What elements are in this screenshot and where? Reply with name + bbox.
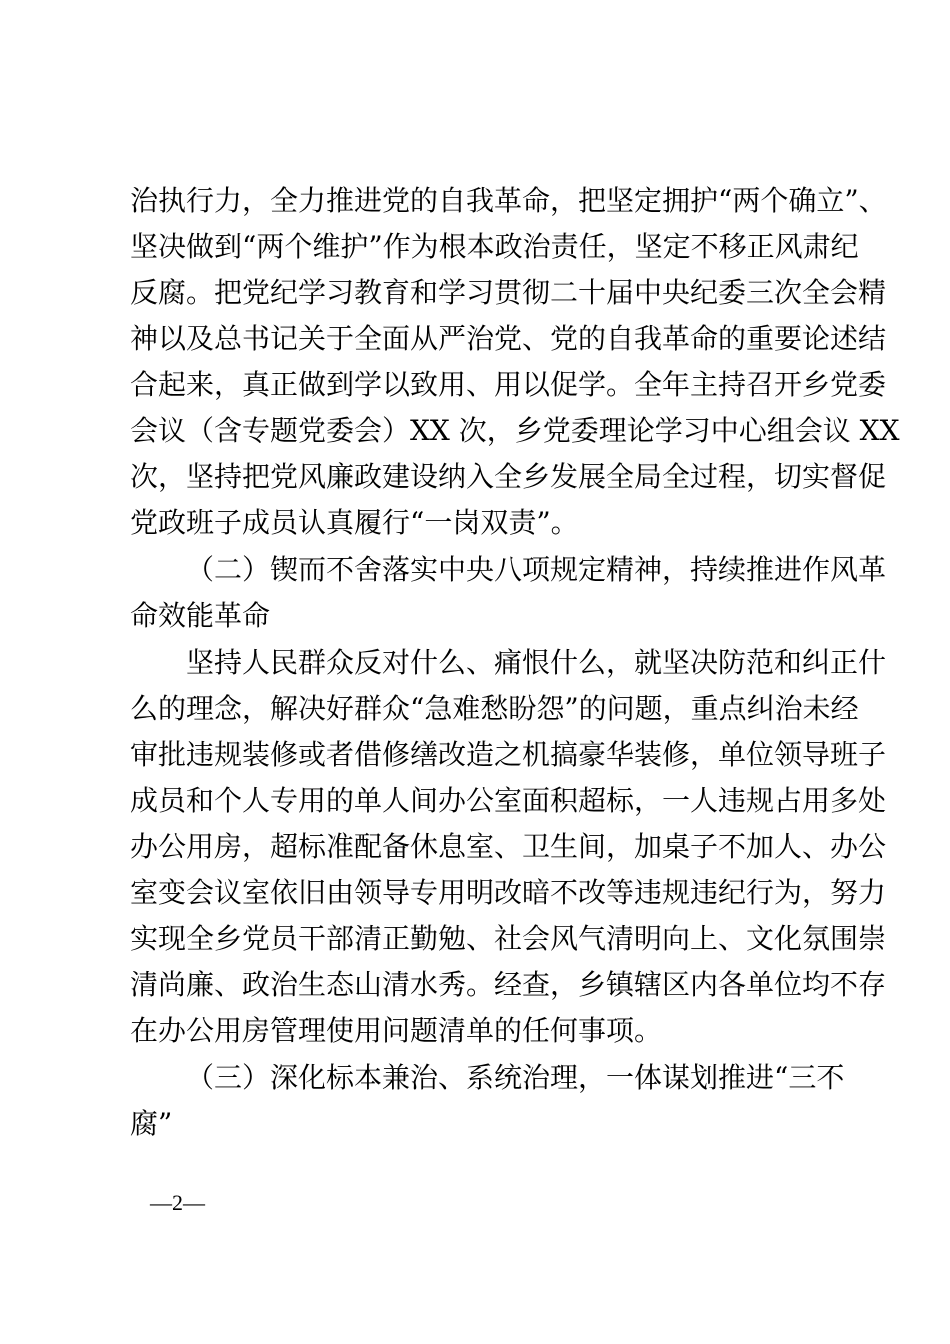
paragraph-line: 办公用房，超标准配备休息室、卫生间，加桌子不加人、办公 bbox=[130, 830, 887, 863]
paragraph-line: 反腐。把党纪学习教育和学习贯彻二十届中央纪委三次全会精 bbox=[130, 276, 887, 309]
paragraph-line: 会议（含专题党委会）XX 次，乡党委理论学习中心组会议 XX bbox=[130, 414, 900, 447]
paragraph-line: 神以及总书记关于全面从严治党、党的自我革命的重要论述结 bbox=[130, 322, 887, 355]
paragraph-line: 么的理念，解决好群众“急难愁盼怨”的问题，重点纠治未经 bbox=[130, 692, 859, 725]
section-heading: 腐” bbox=[130, 1107, 173, 1140]
section-heading: （三）深化标本兼治、系统治理，一体谋划推进“三不 bbox=[186, 1061, 845, 1094]
paragraph-line: 实现全乡党员干部清正勤勉、社会风气清明向上、文化氛围崇 bbox=[130, 922, 887, 955]
paragraph-line: 成员和个人专用的单人间办公室面积超标，一人违规占用多处 bbox=[130, 784, 887, 817]
paragraph-line: 坚持人民群众反对什么、痛恨什么，就坚决防范和纠正什 bbox=[186, 646, 887, 679]
paragraph-line: 室变会议室依旧由领导专用明改暗不改等违规违纪行为，努力 bbox=[130, 876, 887, 909]
paragraph-line: 治执行力，全力推进党的自我革命，把坚定拥护“两个确立”、 bbox=[130, 184, 887, 217]
section-heading: （二）锲而不舍落实中央八项规定精神，持续推进作风革 bbox=[186, 553, 887, 586]
paragraph-line: 在办公用房管理使用问题清单的任何事项。 bbox=[130, 1014, 663, 1047]
section-heading: 命效能革命 bbox=[130, 599, 271, 632]
paragraph-line: 审批违规装修或者借修缮改造之机搞豪华装修，单位领导班子 bbox=[130, 738, 887, 771]
paragraph-line: 合起来，真正做到学以致用、用以促学。全年主持召开乡党委 bbox=[130, 368, 887, 401]
page-number: —2— bbox=[150, 1190, 205, 1215]
paragraph-line: 坚决做到“两个维护”作为根本政治责任，坚定不移正风肃纪 bbox=[130, 230, 859, 263]
paragraph-line: 党政班子成员认真履行“一岗双责”。 bbox=[130, 506, 579, 539]
paragraph-line: 清尚廉、政治生态山清水秀。经查，乡镇辖区内各单位均不存 bbox=[130, 968, 887, 1001]
paragraph-line: 次，坚持把党风廉政建设纳入全乡发展全局全过程，切实督促 bbox=[130, 460, 887, 493]
